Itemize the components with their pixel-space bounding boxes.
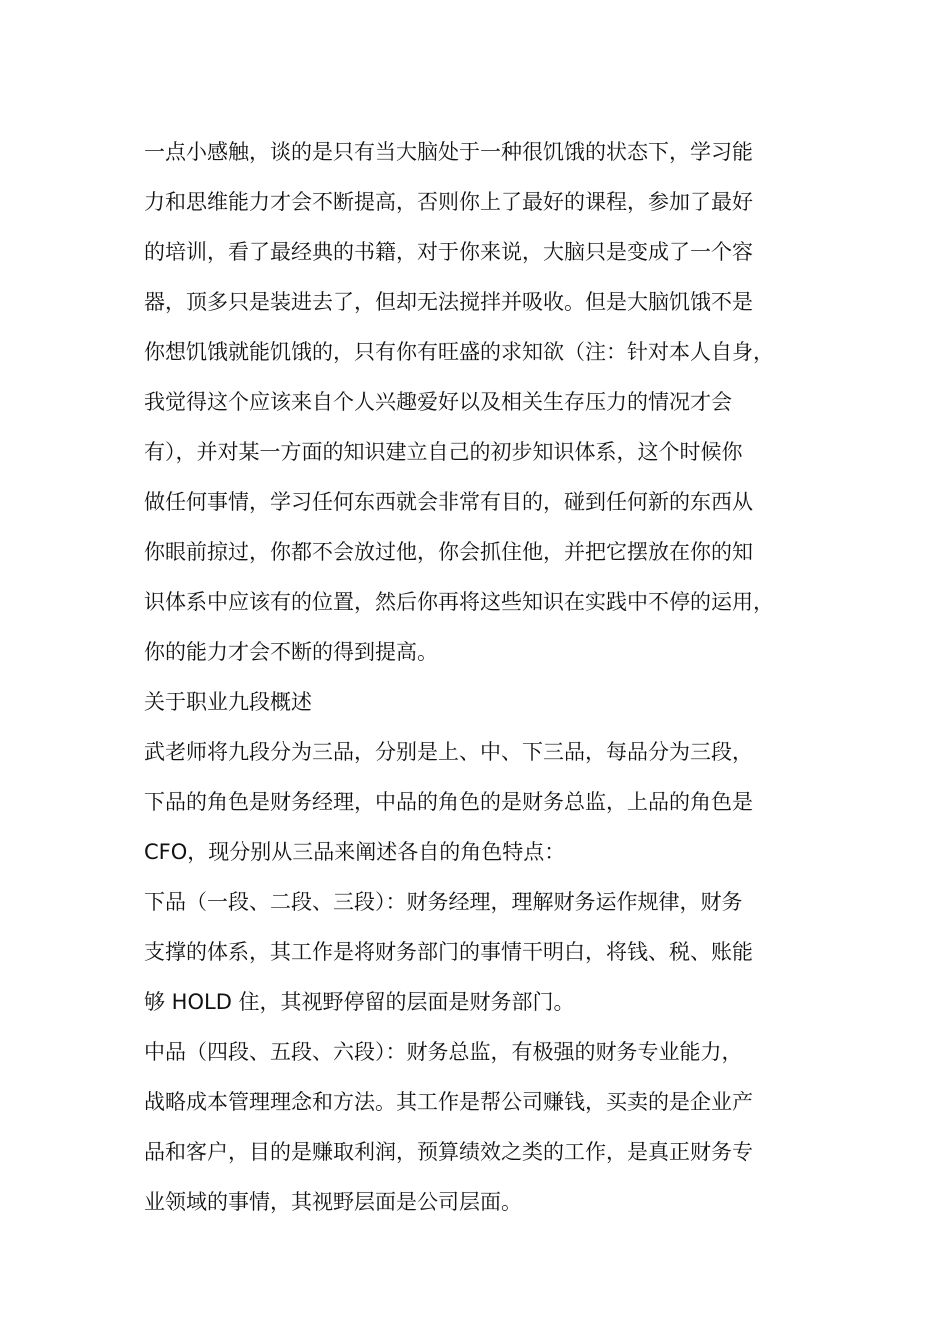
text-line: 力和思维能力才会不断提高，否则你上了最好的课程，参加了最好 [144,190,753,214]
text-line: 下品（一段、二段、三段）：财务经理，理解财务运作规律，财务 [144,890,743,914]
text-line: 你的能力才会不断的得到提高。 [144,640,438,664]
text-line: 中品（四段、五段、六段）：财务总监，有极强的财务专业能力， [144,1040,743,1064]
text-line: 我觉得这个应该来自个人兴趣爱好以及相关生存压力的情况才会 [144,390,732,414]
text-line: 支撑的体系，其工作是将财务部门的事情干明白，将钱、税、账能 [144,940,753,964]
text-line: 一点小感触，谈的是只有当大脑处于一种很饥饿的状态下，学习能 [144,140,753,164]
text-line: 识体系中应该有的位置，然后你再将这些知识在实践中不停的运用， [144,590,774,614]
text-line: CFO，现分别从三品来阐述各自的角色特点： [144,840,566,864]
text-line: 品和客户，目的是赚取利润，预算绩效之类的工作，是真正财务专 [144,1140,753,1164]
text-line: 下品的角色是财务经理，中品的角色的是财务总监，上品的角色是 [144,790,753,814]
body-text [144,127,824,1227]
text-line: 武老师将九段分为三品，分别是上、中、下三品，每品分为三段， [144,740,753,764]
text-line: 器，顶多只是装进去了，但却无法搅拌并吸收。但是大脑饥饿不是 [144,290,753,314]
text-line: 战略成本管理理念和方法。其工作是帮公司赚钱，买卖的是企业产 [144,1090,753,1114]
text-line: 的培训，看了最经典的书籍，对于你来说，大脑只是变成了一个容 [144,240,753,264]
text-line: 你眼前掠过，你都不会放过他，你会抓住他，并把它摆放在你的知 [144,540,753,564]
text-line: 业领域的事情，其视野层面是公司层面。 [144,1190,522,1214]
section-heading: 关于职业九段概述 [144,690,312,714]
text-line: 做任何事情，学习任何东西就会非常有目的，碰到任何新的东西从 [144,490,753,514]
text-line: 够 HOLD 住，其视野停留的层面是财务部门。 [144,990,575,1014]
text-line: 有），并对某一方面的知识建立自己的初步知识体系，这个时候你 [144,440,743,464]
text-line: 你想饥饿就能饥饿的，只有你有旺盛的求知欲（注：针对本人自身， [144,340,774,364]
